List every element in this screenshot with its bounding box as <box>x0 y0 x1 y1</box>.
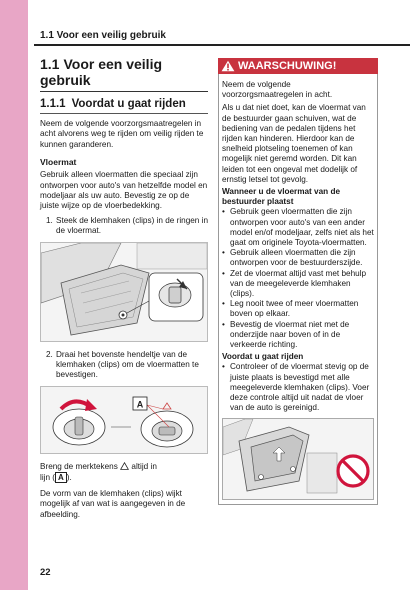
bullet-text: Zet de vloermat altijd vast met behulp van de meegeleverde klemhaken (clips). <box>230 268 367 299</box>
step-1 <box>40 216 208 237</box>
warning-p2: Als u dat niet doet, kan de vloermat van de bestuurder gaan schuiven, wat de bediening van de pedalen tijdens het rijden kan hinderen. Hierdoor kan de snelheid plotseling toenemen of kan mogelijk niet geremd worden. Dit kan leiden tot een ongeval met dodelijk of ernstig letsel tot gevolg. <box>222 103 366 184</box>
align-instruction <box>40 462 208 484</box>
bullet-mark: • <box>222 362 225 372</box>
warning-panel <box>218 58 378 505</box>
warning-triangle-icon <box>221 60 235 72</box>
warning-title: WAARSCHUWING! <box>238 60 337 72</box>
bullet-text: Leg nooit twee of meer vloermatten boven op elkaar. <box>230 299 359 319</box>
warning-bullets-1 <box>222 207 374 350</box>
subsection-title <box>40 98 208 110</box>
subtitle-rule <box>40 113 208 114</box>
list-item <box>222 299 374 319</box>
stacked-mats-illustration <box>223 419 373 499</box>
step-2-text: Draai het bovenste hendeltje van de klemhaken (clips) om de vloermatten te bevestigen. <box>56 349 199 380</box>
align-text-line2-end: ). <box>66 473 72 483</box>
header-rule <box>34 44 410 46</box>
bullet-text: Bevestig de vloermat niet met de onderzijde naar boven of in de verkeerde richting. <box>230 319 350 350</box>
bullet-text: Controleer of de vloermat stevig op de juiste plaats is bevestigd met alle meegeleverde klemhaken (clips). Voer deze controle altijd uit nadat de vloer van de auto is gereinigd. <box>230 362 370 413</box>
intro-text: Neem de volgende voorzorgsmaatregelen in acht alvorens weg te rijden om veilig rijden te kunnen garanderen. <box>40 119 204 149</box>
list-item <box>222 362 374 413</box>
page-number: 22 <box>40 567 51 578</box>
shape-note: De vorm van de klemhaken (clips) wijkt mogelijk af van wat is aangegeven in de afbeelding. <box>40 488 186 519</box>
warning-p1: Neem de volgende voorzorgsmaatregelen in acht. <box>222 80 333 100</box>
section-title-text: Voor een veilig gebruik <box>40 56 163 88</box>
bullet-mark: • <box>222 319 225 329</box>
floor-mat-clip-illustration <box>41 243 207 341</box>
align-text-start: Breng de merktekens <box>40 461 118 471</box>
clip-rotation-illustration <box>41 387 207 453</box>
clip-figure-2 <box>40 386 208 454</box>
bullet-text: Gebruik alleen vloermatten die zijn ontworpen voor de bestuurderszijde. <box>230 248 363 268</box>
mat-text: Gebruik alleen vloermatten die speciaal zijn ontworpen voor auto's van hetzelfde model en modeljaar als uw auto. Bevestig ze op de juiste wijze op de vloerbedekking. <box>40 170 208 211</box>
page-header <box>34 0 410 46</box>
step-2 <box>40 350 208 381</box>
title-rule <box>40 91 208 92</box>
list-item <box>222 269 374 300</box>
bullet-mark: • <box>222 268 225 278</box>
bullet-text: Gebruik geen vloermatten die zijn ontworpen voor auto's van een ander model en/of modeljaar, zelfs niet als het gaat om originele Toyota-vloermatten. <box>230 207 374 248</box>
list-item <box>222 248 374 268</box>
warning-header <box>218 58 378 74</box>
section-title <box>40 56 208 88</box>
warning-body <box>218 74 378 505</box>
mat-heading: Vloermat <box>40 157 77 168</box>
align-text-mid: altijd in <box>131 461 157 471</box>
bullet-mark: • <box>222 248 225 258</box>
bullet-mark: • <box>222 299 225 309</box>
list-item <box>222 207 374 248</box>
clip-figure-1 <box>40 242 208 342</box>
warning-sub-before-driving: Voordat u gaat rijden <box>222 352 304 362</box>
left-column <box>40 52 208 520</box>
figure-label-a: A <box>136 399 144 410</box>
side-color-bar <box>0 0 28 590</box>
align-text-line2-start: lijn ( <box>40 473 56 483</box>
section-title-number: 1.1 <box>40 56 60 72</box>
triangle-mark-icon <box>120 462 129 470</box>
subsection-title-text: Voordat u gaat rijden <box>71 98 186 110</box>
warning-sub-driver-mat: Wanneer u de vloermat van de bestuurder plaatst <box>222 187 340 207</box>
subsection-title-number: 1.1.1 <box>40 98 66 110</box>
step-1-number: 1. <box>46 215 53 225</box>
step-1-text: Steek de klemhaken (clips) in de ringen in de vloermat. <box>56 215 209 236</box>
header-section-label: 1.1 Voor een veilig gebruik <box>40 30 166 41</box>
figure-ref-a: A <box>55 472 67 483</box>
list-item <box>222 320 374 351</box>
step-2-number: 2. <box>46 349 53 359</box>
bullet-mark: • <box>222 207 225 217</box>
stacked-mats-figure <box>222 418 374 500</box>
